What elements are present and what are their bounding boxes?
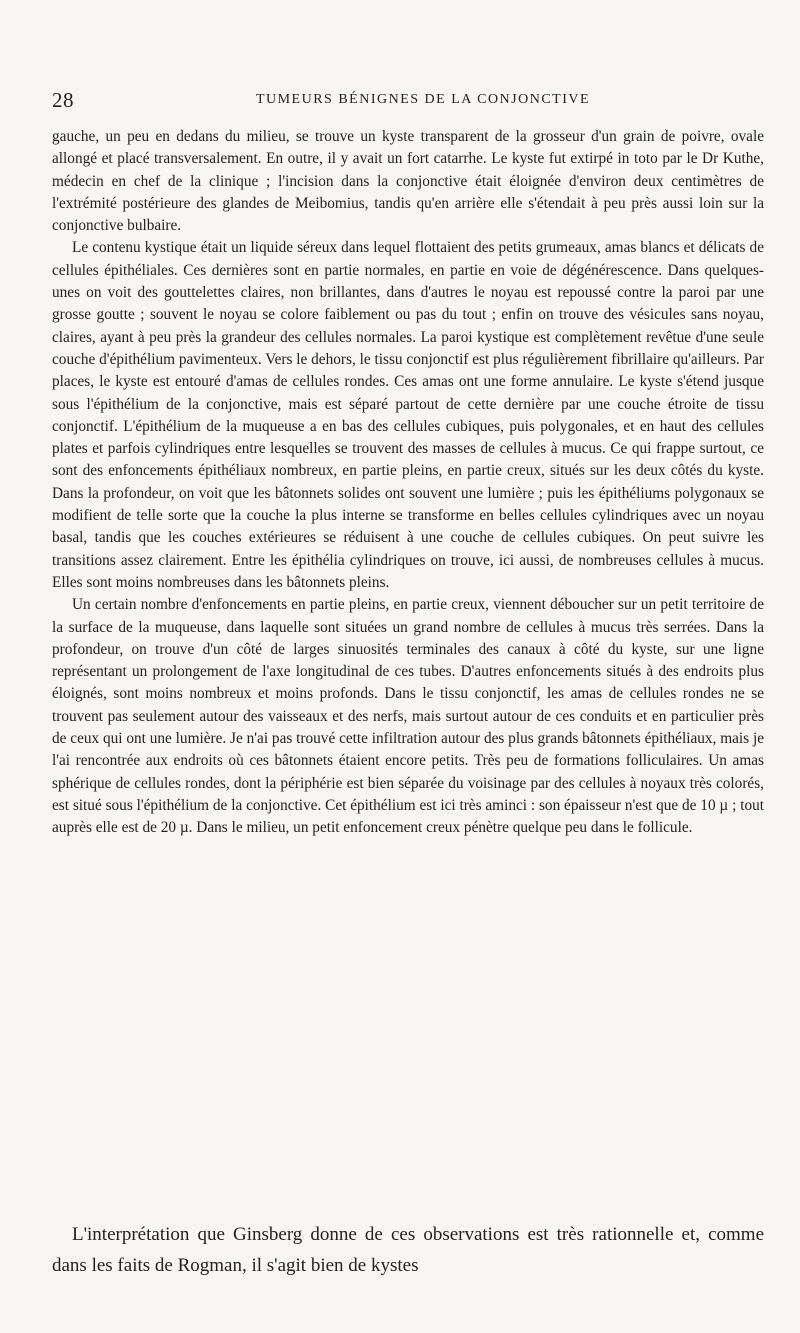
- body-text: [52, 126, 764, 840]
- page-number: 28: [52, 88, 74, 112]
- paragraph-interpretation: L'interprétation que Ginsberg donne de ces observations est très rationnelle et, comme dans les faits de Rogman, il s'agit bien de kystes: [52, 1224, 764, 1276]
- paragraph-invaginations: Un certain nombre d'enfoncements en partie pleins, en partie creux, viennent déboucher sur un petit territoire de la surface de la muqueuse, dans laquelle sont situées un grand nombre de cellules à mucus très serrées. Dans la profondeur, on trouve d'un côté de larges sinuosités terminales des canaux à côté du kyste, sur une ligne représentant un prolongement de l'axe longitudinal de ces tubes. D'autres enfoncements situés à des endroits plus éloignés, sont moins nombreux et moins profonds. Dans le tissu conjonctif, les amas de cellules rondes ne se trouvent pas seulement autour des vaisseaux et des nerfs, mais surtout autour de ces conduits et en particulier près de ceux qui ont une lumière. Je n'ai pas trouvé cette infiltration autour des plus grands bâtonnets épithéliaux, mais je l'ai rencontrée aux endroits où ces bâtonnets étaient encore petits. Très peu de formations folliculaires. Un amas sphérique de cellules rondes, dont la périphérie est bien séparée du voisinage par des cellules à noyaux très colorés, est situé sous l'épithélium de la conjonctive. Cet épithélium est ici très aminci : son épaisseur n'est que de 10 µ ; tout auprès elle est de 20 µ. Dans le milieu, un petit enfoncement creux pénètre quelque peu dans le follicule.: [52, 596, 764, 837]
- closing-text: [52, 1219, 764, 1281]
- page-header: [52, 88, 764, 114]
- paragraph-continuation: gauche, un peu en dedans du milieu, se trouve un kyste transparent de la grosseur d'un grain de poivre, ovale allongé et placé transversalement. En outre, il y avait un fort catarrhe. Le kyste fut extirpé in toto par le Dr Kuthe, médecin en chef de la clinique ; l'incision dans la conjonctive était éloignée d'environ deux centimètres de l'extrémité postérieure des glandes de Meibomius, tandis qu'en arrière elle s'étendait à peu près aussi loin sur la conjonctive bulbaire.: [52, 128, 764, 235]
- running-title: TUMEURS BÉNIGNES DE LA CONJONCTIVE: [255, 92, 591, 107]
- paragraph-cyst-contents: Le contenu kystique était un liquide séreux dans lequel flottaient des petits grumeaux, amas blancs et délicats de cellules épithéliales. Ces dernières sont en partie normales, en partie en voie de dégénérescence. Dans quelques-unes on voit des gouttelettes claires, non brillantes, dans d'autres le noyau est repoussé contre la paroi par une grosse goutte ; souvent le noyau se colore faiblement ou pas du tout ; enfin on trouve des vésicules sans noyau, claires, ayant à peu près la grandeur des cellules normales. La paroi kystique est complètement revêtue d'une seule couche d'épithélium pavimenteux. Vers le dehors, le tissu conjonctif est plus régulièrement fibrillaire qu'ailleurs. Par places, le kyste est entouré d'amas de cellules rondes. Ces amas ont une forme annulaire. Le kyste s'étend jusque sous l'épithélium de la conjonctive, mais est séparé partout de cette dernière par une couche étroite de tissu conjonctif. L'épithélium de la muqueuse a en bas des cellules cubiques, puis polygonales, et en haut des cellules plates et parfois cylindriques entre lesquelles se trouvent des masses de cellules à mucus. Ce qui frappe surtout, ce sont des enfoncements épithéliaux nombreux, en partie pleins, en partie creux, situés sur les deux côtés du kyste. Dans la profondeur, on voit que les bâtonnets solides ont souvent une lumière ; puis les épithéliums polygonaux se modifient de telle sorte que la couche la plus interne se transforme en belles cellules cylindriques avec un noyau basal, tandis que les couches extérieures se réduisent à une couche de cellules cubiques. On peut suivre les transitions assez clairement. Entre les épithélia cylindriques on trouve, ici aussi, de nombreuses cellules à mucus. Elles sont moins nombreuses dans les bâtonnets pleins.: [52, 239, 764, 591]
